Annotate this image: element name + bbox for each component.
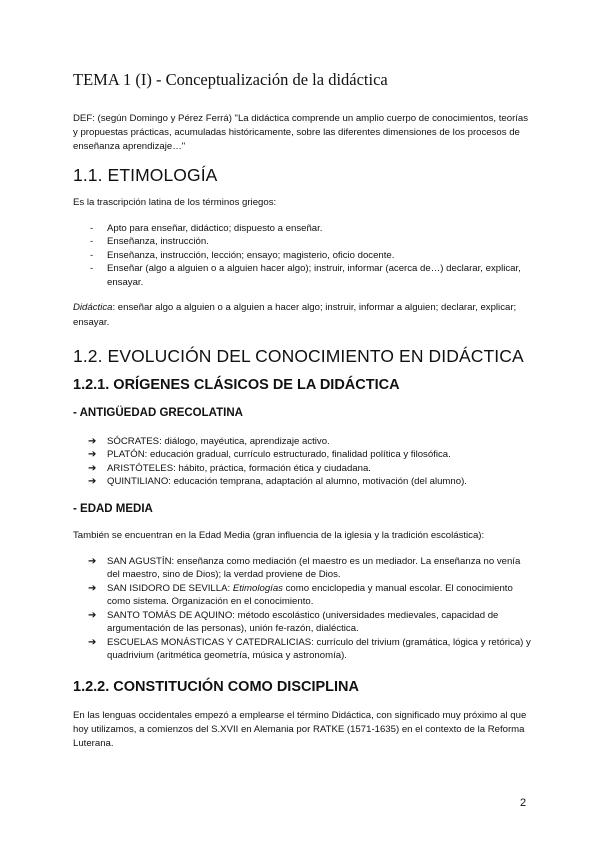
list-item: ➔ SAN AGUSTÍN: enseñanza como mediación (el maestro es un mediador. La enseñanza no venía del maestro, sino de Dios); la verdad proviene de Dios. — [88, 555, 521, 581]
arrow-icon: ➔ — [88, 435, 97, 447]
heading-edad-media: - EDAD MEDIA — [73, 502, 153, 515]
list-item: - Apto para enseñar, didáctico; dispuesto a enseñar. — [90, 222, 323, 234]
list-item: - Enseñanza, instrucción. — [90, 236, 209, 248]
list-item: ➔ ESCUELAS MONÁSTICAS Y CATEDRALICIAS: currículo del trivium (gramática, lógica y retórica) y quadrivium (aritmética geometría, música y astronomía). — [88, 636, 531, 662]
dash-marker: - — [90, 249, 94, 261]
list-item: ➔ QUINTILIANO: educación temprana, adaptación al alumno, motivación (del alumno). — [88, 476, 467, 488]
greek-terms-list — [73, 222, 533, 290]
didactica-definition: Didáctica: enseñar algo a alguien o a alguien a hacer algo; instruir, informar a alguien; declarar, explicar; ensayar. — [73, 302, 517, 328]
dash-marker: - — [90, 222, 94, 234]
arrow-icon: ➔ — [88, 609, 97, 621]
subsection-heading-origenes: 1.2.1. ORÍGENES CLÁSICOS DE LA DIDÁCTICA — [73, 376, 400, 393]
list-item: - Enseñar (algo a alguien o a alguien hacer algo); instruir, informar (acerca de…) declarar, explicar, ensayar. — [90, 263, 521, 288]
page-content — [73, 70, 533, 752]
arrow-icon: ➔ — [88, 449, 97, 461]
list-item: ➔ SAN ISIDORO DE SEVILLA: Etimologías como enciclopedia y manual escolar. El conocimiento como sistema. Organización en el conocimiento. — [88, 582, 513, 608]
dash-marker: - — [90, 236, 94, 248]
list-item: ➔ SANTO TOMÁS DE AQUINO: método escolástico (universidades medievales, capacidad de argumentación de las personas), unión fe-razón, dialéctica. — [88, 609, 499, 635]
section-heading-evolucion: 1.2. EVOLUCIÓN DEL CONOCIMIENTO EN DIDÁCTICA — [73, 345, 524, 366]
document-title: TEMA 1 (I) - Conceptualización de la didáctica — [73, 70, 388, 89]
list-item: ➔ ARISTÓTELES: hábito, práctica, formación ética y ciudadana. — [88, 462, 371, 474]
arrow-icon: ➔ — [88, 582, 97, 594]
didactica-term: Didáctica — [73, 302, 113, 314]
arrow-icon: ➔ — [88, 462, 97, 474]
antiguedad-list — [73, 435, 533, 489]
list-item: - Enseñanza, instrucción, lección; ensayo; magisterio, oficio docente. — [90, 249, 395, 261]
list-item: ➔ PLATÓN: educación gradual, currículo estructurado, finalidad política y filosófica. — [88, 449, 451, 461]
arrow-icon: ➔ — [88, 476, 97, 488]
edad-media-intro: También se encuentran en la Edad Media (gran influencia de la iglesia y la tradición escolástica): — [73, 529, 485, 541]
list-item: ➔ SÓCRATES: diálogo, mayéutica, aprendizaje activo. — [88, 435, 330, 447]
subsection-heading-constitucion: 1.2.2. CONSTITUCIÓN COMO DISCIPLINA — [73, 678, 359, 695]
edad-media-list — [73, 555, 533, 663]
constitucion-paragraph: En las lenguas occidentales empezó a emplearse el término Didáctica, con significado muy próximo al que hoy utilizamos, a comienzos del S.XVII en Alemania por RATKE (1571-1635) en el contexto de la Reforma Luterana. — [73, 709, 527, 750]
arrow-icon: ➔ — [88, 636, 97, 648]
etimologia-intro: Es la trascripción latina de los términos griegos: — [73, 196, 277, 208]
definition-paragraph: DEF: (según Domingo y Pérez Ferrá) "La didáctica comprende un amplio cuerpo de conocimientos, teorías y propuestas prácticas, acumuladas históricamente, sobre las diferentes dimensiones de los procesos de enseñanza aprendizaje…" — [73, 113, 529, 153]
section-heading-etimologia: 1.1. ETIMOLOGÍA — [73, 164, 218, 185]
arrow-icon: ➔ — [88, 555, 97, 567]
page-number: 2 — [520, 797, 527, 809]
dash-marker: - — [90, 263, 94, 275]
heading-antiguedad-grecolatina: - ANTIGÜEDAD GRECOLATINA — [73, 406, 243, 419]
